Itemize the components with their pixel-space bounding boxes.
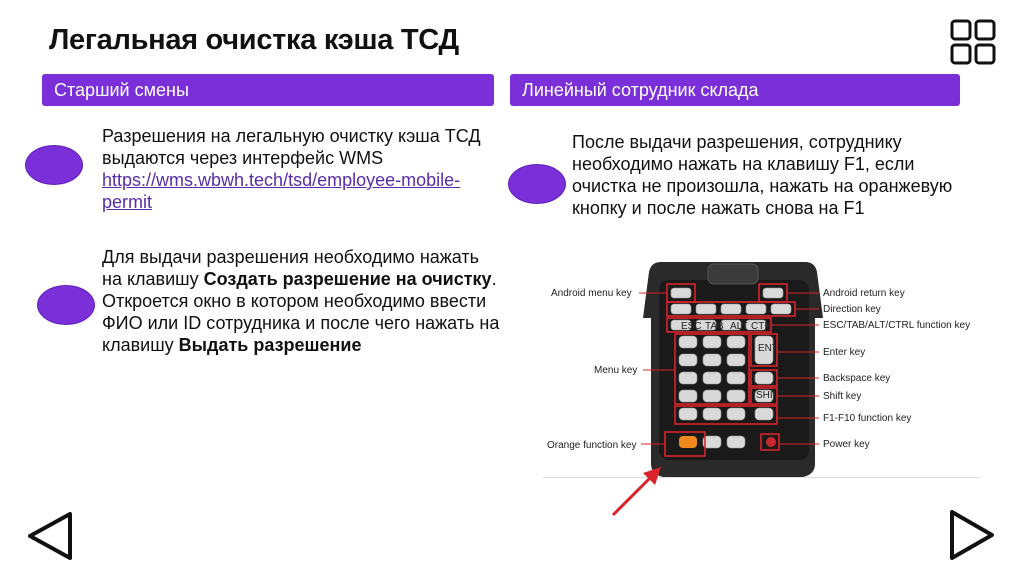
bullet-ellipse-icon xyxy=(37,285,95,325)
triangle-right-icon[interactable] xyxy=(946,508,998,562)
enter-key-label: Enter key xyxy=(823,347,866,358)
issue-permit-key-name: Выдать разрешение xyxy=(178,335,362,355)
android-menu-key-label: Android menu key xyxy=(551,288,632,299)
permit-interface-text xyxy=(102,125,502,213)
left-column-header: Старший смены xyxy=(42,74,494,106)
permit-intro-text: Разрешения на легальную очистку кэша ТСД выдаются через интерфейс WMS xyxy=(102,126,481,168)
grid-menu-icon[interactable] xyxy=(950,19,996,65)
instruction-text: . Откроется окно в котором необходимо ввести ФИО или ID сотрудника и после чего нажать на клавишу xyxy=(102,269,500,355)
instruction-text: Для выдачи разрешения необходимо нажать на клавишу xyxy=(102,247,480,289)
direction-key-label: Direction key xyxy=(823,304,881,315)
f-keys-label: F1-F10 function key xyxy=(823,413,912,424)
esc-key-label: ESC xyxy=(681,321,702,332)
function-keys-label: ESC/TAB/ALT/CTRL function key xyxy=(823,320,971,331)
bullet-ellipse-icon xyxy=(25,145,83,185)
shift-key-label: Shift key xyxy=(823,391,862,402)
menu-key-label: Menu key xyxy=(594,365,638,376)
tab-key-label: TAB xyxy=(705,321,724,332)
red-arrow-icon xyxy=(605,465,665,520)
orange-function-key-label: Orange function key xyxy=(547,440,637,451)
triangle-left-icon[interactable] xyxy=(24,510,76,562)
enter-key-label: ENT xyxy=(758,343,778,354)
orange-function-key xyxy=(679,436,697,448)
bullet-ellipse-icon xyxy=(508,164,566,204)
backspace-key-label: Backspace key xyxy=(823,373,891,384)
wms-permit-link[interactable]: https://wms.wbwh.tech/tsd/employee-mobile-permit xyxy=(102,170,461,212)
shift-key-label: SHIFT xyxy=(756,390,785,401)
android-return-key-label: Android return key xyxy=(823,288,905,299)
right-column-header: Линейный сотрудник склада xyxy=(510,74,960,106)
power-key xyxy=(766,437,776,447)
page-title: Легальная очистка кэша ТСД xyxy=(49,24,459,56)
employee-instructions: После выдачи разрешения, сотруднику необходимо нажать на клавишу F1, если очистка не произошла, нажать на оранжевую кнопку и после нажать снова на F1 xyxy=(572,132,953,218)
power-key-label: Power key xyxy=(823,439,870,450)
alt-key-label: ALT xyxy=(730,321,748,332)
create-permit-instructions xyxy=(102,246,502,356)
device-keypad-image xyxy=(543,258,983,480)
ctrl-key-label: CTRL xyxy=(751,321,778,332)
create-permit-key-name: Создать разрешение на очистку xyxy=(203,269,492,289)
